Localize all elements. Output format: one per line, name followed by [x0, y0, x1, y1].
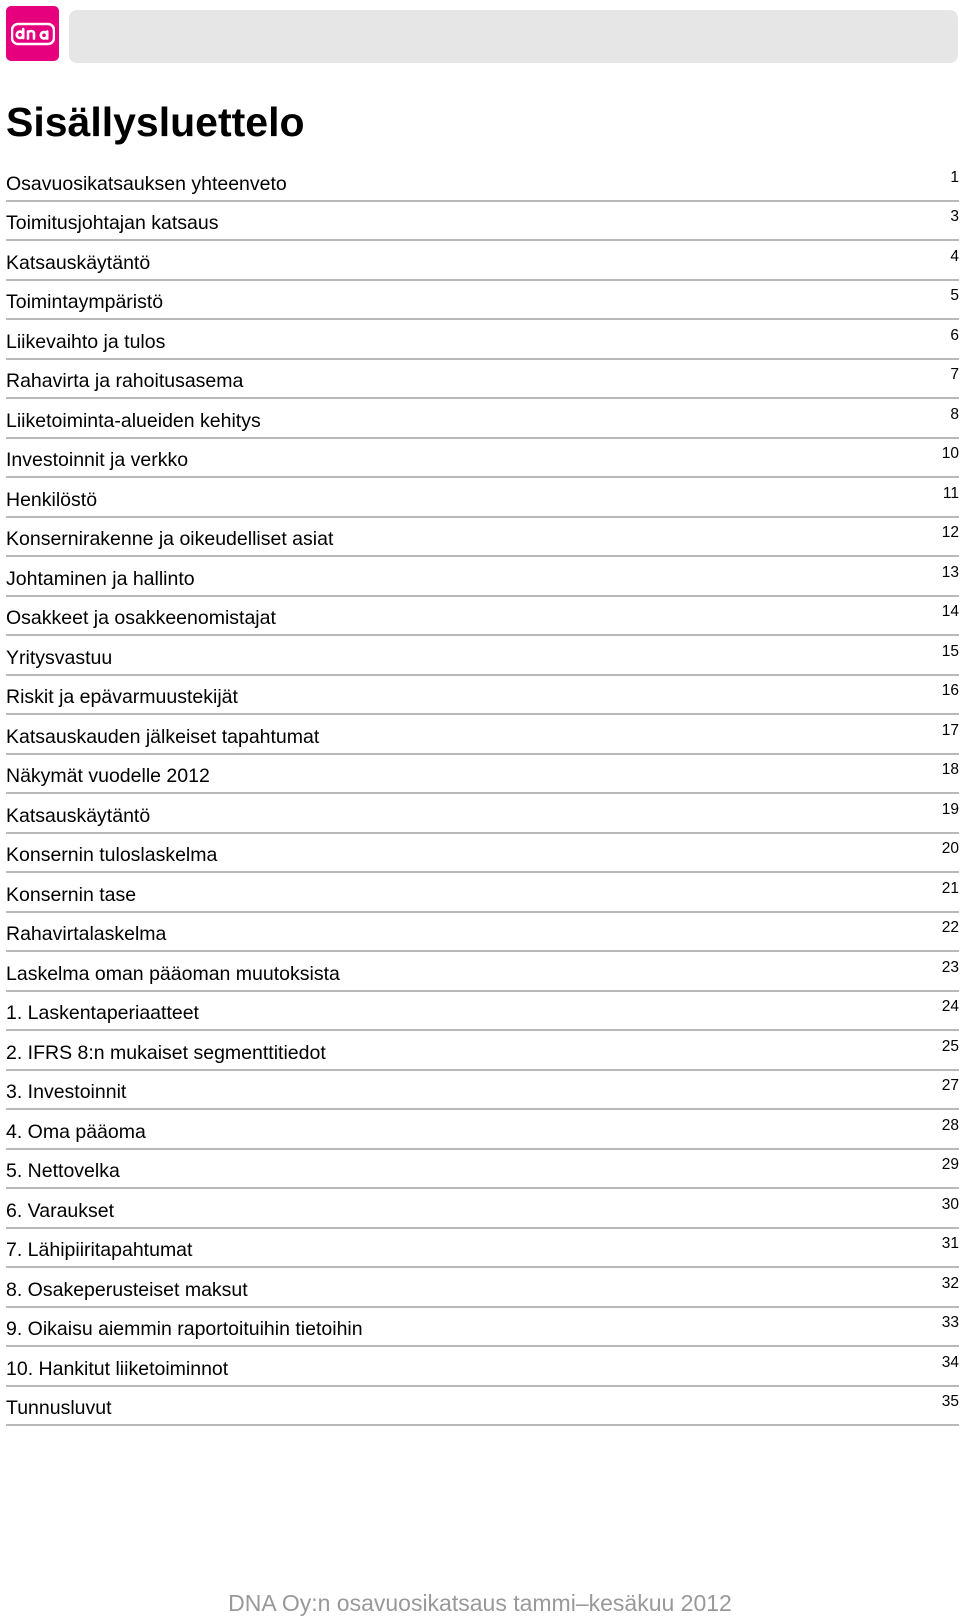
toc-page-number: 24	[941, 998, 959, 1015]
toc-page-number: 23	[941, 958, 959, 976]
toc-page-number: 13	[941, 563, 959, 581]
toc-page-number: 18	[941, 761, 959, 778]
toc-page-number: 33	[941, 1314, 959, 1331]
toc-page-number: 3	[950, 208, 959, 225]
toc-page-number: 10	[941, 445, 959, 462]
header-bar	[69, 10, 958, 63]
toc-row[interactable]	[6, 1387, 959, 1427]
toc-row[interactable]	[6, 715, 959, 755]
toc-row[interactable]	[6, 439, 959, 479]
toc-label: Investoinnit ja verkko	[6, 449, 189, 471]
toc-label: Konsernin tase	[6, 883, 137, 906]
toc-page-number: 5	[950, 287, 959, 304]
toc-row[interactable]	[6, 162, 959, 202]
toc-label: Rahavirta ja rahoitusasema	[6, 370, 244, 392]
toc-label: 8. Osakeperusteiset maksut	[6, 1278, 248, 1301]
dna-logo-mark	[11, 21, 55, 47]
toc-page-number: 30	[941, 1195, 959, 1213]
toc-label: 7. Lähipiiritapahtumat	[6, 1239, 193, 1261]
toc-page-number: 22	[941, 919, 959, 936]
toc-label: Osavuosikatsauksen yhteenveto	[6, 172, 287, 195]
toc-label: Riskit ja epävarmuustekijät	[6, 686, 238, 708]
toc-page-number: 14	[941, 603, 959, 620]
toc-label: Toimintaympäristö	[6, 291, 164, 313]
toc-row[interactable]	[6, 992, 959, 1032]
toc-label: 10. Hankitut liiketoiminnot	[6, 1357, 229, 1380]
toc-row[interactable]	[6, 281, 959, 321]
toc-page-number: 21	[941, 879, 959, 897]
toc-row[interactable]	[6, 794, 959, 834]
toc-page-number: 31	[941, 1235, 959, 1252]
toc-row[interactable]	[6, 518, 959, 558]
toc-row[interactable]	[6, 636, 959, 676]
toc-page-number: 16	[941, 682, 959, 699]
toc-row[interactable]	[6, 834, 959, 874]
toc-label: Tunnusluvut	[6, 1397, 112, 1419]
toc-label: Näkymät vuodelle 2012	[6, 765, 210, 787]
toc-row[interactable]	[6, 1110, 959, 1150]
page-footer: DNA Oy:n osavuosikatsaus tammi–kesäkuu 2012	[228, 1590, 732, 1616]
toc-label: 9. Oikaisu aiemmin raportoituihin tietoihin	[6, 1318, 363, 1340]
dna-logo	[6, 6, 59, 61]
toc-row[interactable]	[6, 241, 959, 281]
toc-row[interactable]	[6, 478, 959, 518]
toc-page-number: 34	[941, 1353, 959, 1371]
toc-label: Konsernin tuloslaskelma	[6, 844, 218, 866]
toc-page-number: 4	[950, 247, 959, 265]
toc-row[interactable]	[6, 1268, 959, 1308]
toc-row[interactable]	[6, 1031, 959, 1071]
toc-row[interactable]	[6, 320, 959, 360]
toc-page-number: 20	[941, 840, 959, 857]
toc-row[interactable]	[6, 597, 959, 637]
toc-label: Laskelma oman pääoman muutoksista	[6, 962, 340, 985]
toc-row[interactable]	[6, 1347, 959, 1387]
toc-page-number: 7	[950, 366, 959, 383]
toc-label: Liiketoiminta-alueiden kehitys	[6, 409, 261, 432]
toc-page-number: 28	[941, 1116, 959, 1134]
page-title: Sisällysluettelo	[6, 99, 305, 145]
toc-label: Johtaminen ja hallinto	[6, 567, 195, 590]
toc-label: Liikevaihto ja tulos	[6, 330, 166, 353]
toc-label: Katsauskäytäntö	[6, 251, 151, 274]
toc-row[interactable]	[6, 1150, 959, 1190]
toc-page-number: 8	[950, 405, 959, 423]
toc-label: 6. Varaukset	[6, 1199, 115, 1222]
toc-page-number: 17	[941, 721, 959, 739]
toc-page-number: 12	[941, 524, 959, 541]
toc-label: Konsernirakenne ja oikeudelliset asiat	[6, 528, 334, 550]
toc-page-number: 35	[941, 1393, 959, 1410]
toc-label: Yritysvastuu	[6, 646, 113, 669]
toc-row[interactable]	[6, 676, 959, 716]
toc-label: 2. IFRS 8:n mukaiset segmenttitiedot	[6, 1041, 326, 1064]
toc-label: 3. Investoinnit	[6, 1081, 127, 1103]
toc-row[interactable]	[6, 913, 959, 953]
toc-row[interactable]	[6, 557, 959, 597]
toc-page-number: 15	[941, 642, 959, 660]
toc-label: Katsauskauden jälkeiset tapahtumat	[6, 725, 320, 748]
toc-page-number: 27	[941, 1077, 959, 1094]
toc-label: 5. Nettovelka	[6, 1160, 120, 1182]
toc-page-number: 11	[942, 484, 959, 502]
toc-row[interactable]	[6, 1071, 959, 1111]
toc-label: Katsauskäytäntö	[6, 804, 151, 827]
toc-row[interactable]	[6, 1229, 959, 1269]
toc-row[interactable]	[6, 360, 959, 400]
toc-row[interactable]	[6, 1189, 959, 1229]
toc-row[interactable]	[6, 952, 959, 992]
toc-row[interactable]	[6, 399, 959, 439]
toc-page-number: 6	[950, 326, 959, 344]
toc-row[interactable]	[6, 202, 959, 242]
toc-label: Rahavirtalaskelma	[6, 923, 167, 945]
table-of-contents	[6, 162, 959, 1426]
toc-row[interactable]	[6, 755, 959, 795]
toc-label: Toimitusjohtajan katsaus	[6, 212, 219, 234]
toc-page-number: 1	[950, 168, 959, 186]
toc-label: 4. Oma pääoma	[6, 1120, 146, 1143]
toc-row[interactable]	[6, 873, 959, 913]
toc-page-number: 32	[941, 1274, 959, 1292]
toc-label: Osakkeet ja osakkeenomistajat	[6, 607, 276, 629]
toc-row[interactable]	[6, 1308, 959, 1348]
toc-label: Henkilöstö	[6, 488, 98, 511]
toc-page-number: 29	[941, 1156, 959, 1173]
toc-page-number: 25	[941, 1037, 959, 1055]
toc-page-number: 19	[941, 800, 959, 818]
toc-label: 1. Laskentaperiaatteet	[6, 1002, 199, 1024]
